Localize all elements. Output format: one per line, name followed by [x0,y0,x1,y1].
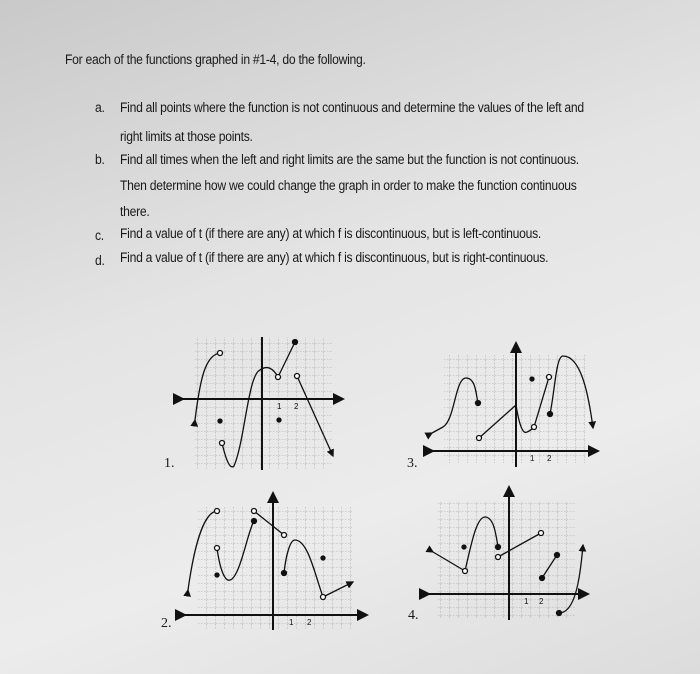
graph-4-tick-1: 1 [524,597,529,606]
item-b-line-2: Then determine how we could change the graph in order to make the function continuous [120,178,577,193]
graph-3-tick-1: 1 [530,454,535,463]
graph-2-label: 2. [161,616,172,631]
graph-1 [183,337,343,470]
item-c-line-1: Find a value of t (if there are any) at which f is discontinuous, but is left-continuous. [120,226,542,241]
graph-3-label: 3. [407,456,418,471]
item-b-line-1: Find all times when the left and right limits are the same but the function is not continuous. [120,152,579,167]
graph-2 [185,493,367,630]
item-a-line-1: Find all points where the function is not continuous and determine the values of the left and [120,100,584,115]
graph-3-tick-2: 2 [547,454,552,463]
item-a-line-2: right limits at those points. [120,129,253,144]
item-d-line-1: Find a value of t (if there are any) at which f is discontinuous, but is right-continuous. [120,250,549,265]
graph-2-tick-1: 1 [289,618,294,627]
graph-2-tick-2: 2 [307,618,312,627]
item-c-letter: c. [95,228,104,243]
item-a-letter: a. [95,100,105,115]
graph-1-label: 1. [164,456,175,471]
instructions-intro: For each of the functions graphed in #1-4, do the following. [65,52,366,67]
item-d-letter: d. [95,253,105,268]
graph-4-tick-2: 2 [539,597,544,606]
graph-1-tick-2: 2 [294,402,299,411]
graph-4 [429,487,588,620]
graph-1-tick-1: 1 [277,402,282,411]
item-b-letter: b. [95,152,105,167]
graph-4-label: 4. [408,608,419,623]
graph-3 [432,343,598,467]
item-b-line-3: there. [120,204,150,219]
